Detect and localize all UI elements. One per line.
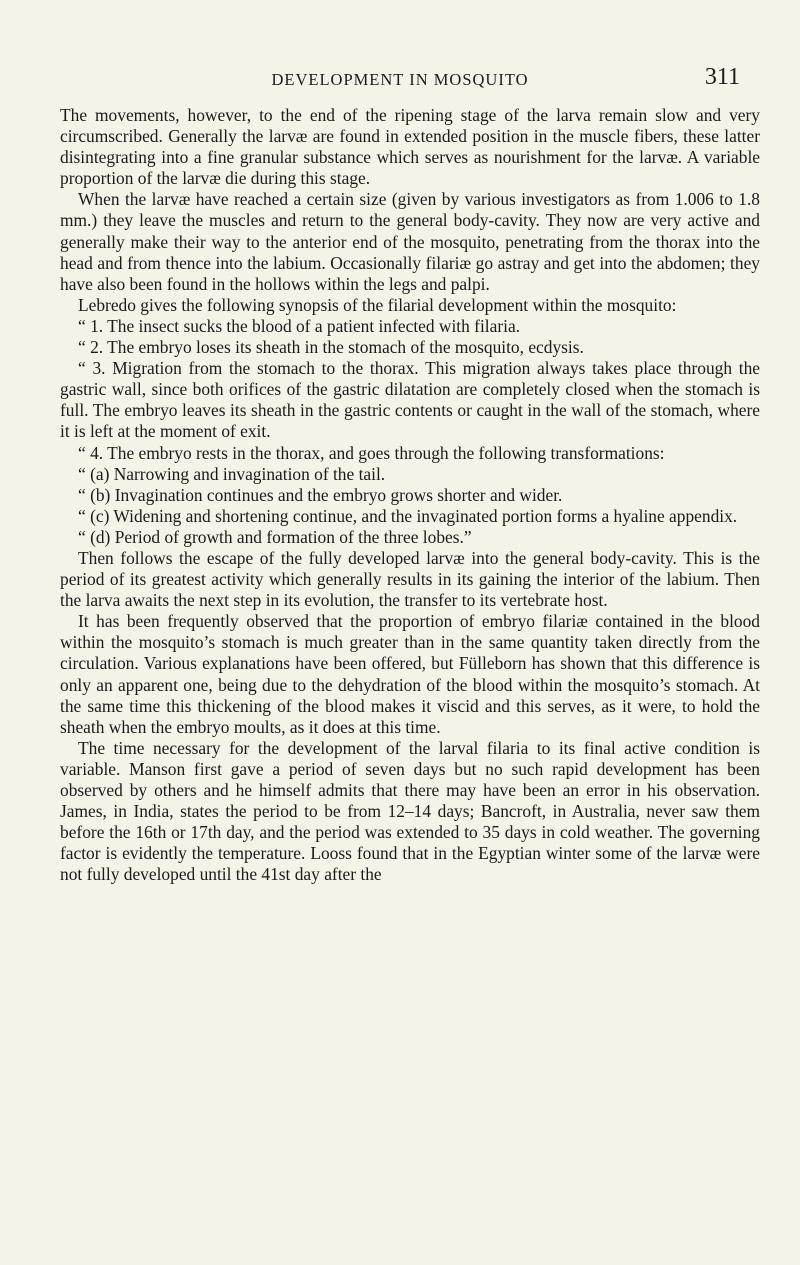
page-number: 311: [704, 64, 740, 90]
synopsis-subitem: “ (c) Widening and shortening continue, and the invaginated portion forms a hyaline appendix.: [78, 505, 738, 526]
running-head: [0, 64, 800, 98]
running-title: DEVELOPMENT IN MOSQUITO: [271, 70, 529, 89]
synopsis-subitem: “ (d) Period of growth and formation of the three lobes.”: [78, 526, 472, 547]
paragraph: Then follows the escape of the fully developed larvæ into the general body-cavity. This is the period of its greatest activity which generally results in its gaining the interior of the labium. Then the larva awaits the next step in its evolution, the transfer to its vertebrate host.: [60, 547, 760, 611]
paragraph: The movements, however, to the end of the ripening stage of the larva remain slow and very circumscribed. Generally the larvæ are found in extended position in the muscle fibers, these latter disintegrating into a fine granular substance which serves as nourishment for the larvæ. A variable proportion of the larvæ die during this stage.: [60, 105, 760, 189]
synopsis-item: “ 4. The embryo rests in the thorax, and goes through the following transformations:: [78, 442, 665, 463]
paragraph: The time necessary for the development of the larval filaria to its final active condition is variable. Manson first gave a period of seven days but no such rapid development has been observed by others and he himself admits that there may have been an error in his observation. James, in India, states the period to be from 12–14 days; Bancroft, in Australia, never saw them before the 16th or 17th day, and the period was extended to 35 days in cold weather. The governing factor is evidently the temperature. Looss found that in the Egyptian winter some of the larvæ were not fully developed until the 41st day after the: [60, 737, 760, 885]
paragraph: When the larvæ have reached a certain size (given by various investigators as from 1.006 to 1.8 mm.) they leave the muscles and return to the general body-cavity. They now are very active and generally make their way to the anterior end of the mosquito, penetrating from the thorax into the head and from thence into the labium. Occasionally filariæ go astray and get into the abdomen; they have also been found in the hollows within the legs and palpi.: [60, 189, 760, 294]
synopsis-item: “ 2. The embryo loses its sheath in the stomach of the mosquito, ecdysis.: [78, 337, 584, 358]
synopsis-item: “ 1. The insect sucks the blood of a patient infected with filaria.: [78, 315, 521, 336]
paragraph: Lebredo gives the following synopsis of the filarial development within the mosquito:: [78, 294, 677, 315]
synopsis-subitem: “ (b) Invagination continues and the embryo grows shorter and wider.: [78, 484, 563, 505]
body-text: [60, 105, 760, 885]
synopsis-item: “ 3. Migration from the stomach to the thorax. This migration always takes place through the gastric wall, since both orifices of the gastric dilatation are completely closed when the stomach is full. The embryo leaves its sheath in the gastric contents or caught in the wall of the stomach, where it is left at the moment of exit.: [60, 358, 760, 442]
synopsis-subitem: “ (a) Narrowing and invagination of the tail.: [78, 463, 386, 484]
paragraph: It has been frequently observed that the proportion of embryo filariæ contained in the blood within the mosquito’s stomach is much greater than in the same quantity taken directly from the circulation. Various explanations have been offered, but Fülleborn has shown that this difference is only an apparent one, being due to the dehydration of the blood within the mosquito’s stomach. At the same time this thickening of the blood makes it viscid and this serves, as it were, to hold the sheath when the embryo moults, as it does at this time.: [60, 611, 760, 737]
